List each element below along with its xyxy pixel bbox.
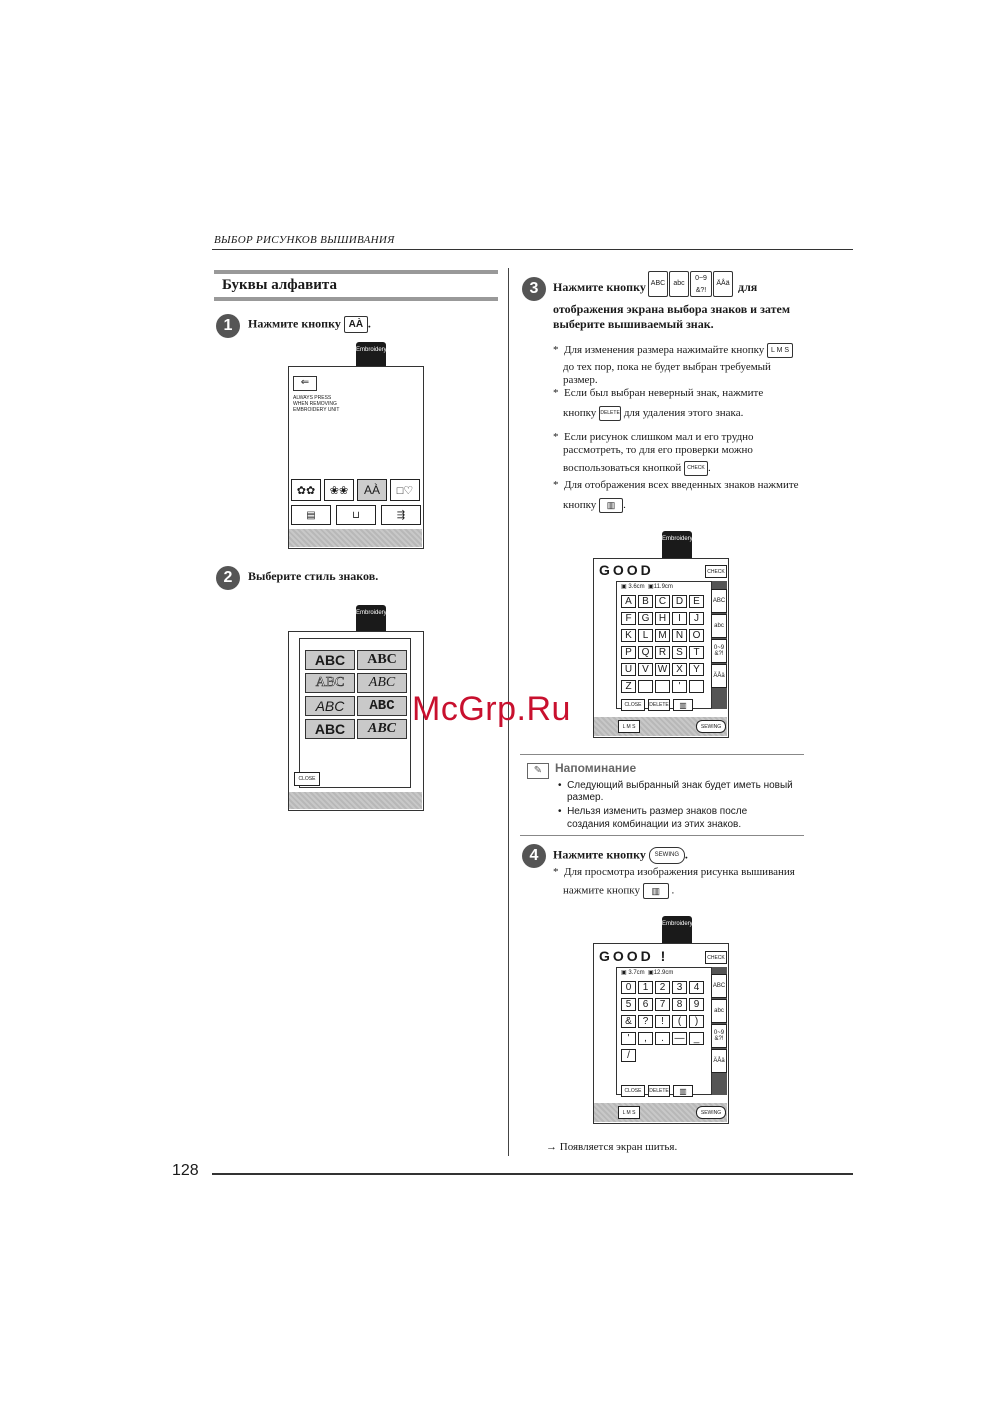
note-check-line3: воспользоваться кнопкой CHECK . bbox=[563, 462, 711, 475]
step-4-text bbox=[553, 847, 688, 864]
footer-rule bbox=[212, 1173, 853, 1175]
memo-item-1-text: Следующий выбранный знак будет иметь новый bbox=[567, 780, 793, 791]
screen3-key[interactable]: N bbox=[672, 629, 687, 642]
screen3-key[interactable]: U bbox=[621, 663, 636, 676]
note-delete-before: кнопку bbox=[563, 407, 597, 420]
screen3-key[interactable]: R bbox=[655, 646, 670, 659]
memo-title: Напоминание bbox=[555, 761, 637, 775]
step-1-text-after: . bbox=[367, 316, 371, 331]
msg-line-3: EMBROIDERY UNIT bbox=[293, 407, 340, 413]
screen1-tab: Embroidery bbox=[356, 342, 386, 366]
usb-button[interactable]: ⇶ bbox=[381, 505, 421, 525]
note-delete-text: Если был выбран неверный знак, нажмите bbox=[564, 387, 764, 399]
note-preview-before: кнопку bbox=[563, 499, 597, 512]
screen2-tab: Embroidery bbox=[356, 605, 386, 631]
note-size-line3: размер. bbox=[563, 374, 598, 386]
step-2-text: Выберите стиль знаков. bbox=[248, 569, 379, 583]
screen3-key[interactable]: Y bbox=[689, 663, 704, 676]
screen4-tab-abc-lower[interactable]: abc bbox=[711, 999, 727, 1023]
screen3-width: 3.6cm bbox=[628, 584, 645, 590]
screen4-key[interactable]: 5 bbox=[621, 998, 636, 1011]
screen3-check-button[interactable]: CHECK bbox=[705, 565, 727, 578]
step-4-text-after: . bbox=[684, 847, 688, 862]
pocket-button[interactable]: ⊔ bbox=[336, 505, 376, 525]
watermark: McGrp.Ru bbox=[412, 690, 571, 728]
note-check-line2: рассмотреть, то для его проверки можно bbox=[563, 444, 753, 456]
screen3-key[interactable]: D bbox=[672, 595, 687, 608]
screen4-key[interactable]: 0 bbox=[621, 981, 636, 994]
screen3-height: 11.9cm bbox=[653, 584, 673, 590]
screen4-key[interactable]: ! bbox=[655, 1015, 670, 1028]
section-title: Буквы алфавита bbox=[222, 277, 337, 293]
alphabet-button-inline: AÀ bbox=[344, 316, 368, 333]
screen4-check-button[interactable]: CHECK bbox=[705, 951, 727, 964]
screen3-tab-abc-upper[interactable]: ABC bbox=[711, 589, 727, 613]
screen3-key[interactable]: W bbox=[655, 663, 670, 676]
note-check: * Если рисунок слишком мал и его трудно bbox=[553, 431, 754, 443]
style-block[interactable]: ABC bbox=[357, 696, 407, 716]
screen4-key[interactable]: 6 bbox=[638, 998, 653, 1011]
note-step4-before: нажмите кнопку bbox=[563, 884, 640, 897]
screen3-key[interactable]: K bbox=[621, 629, 636, 642]
screen3-key[interactable]: J bbox=[689, 612, 704, 625]
screen3-tab-accented[interactable]: ÄÅä bbox=[711, 664, 727, 688]
screen3-tab-numbers[interactable]: 0~9 &?! bbox=[711, 639, 727, 663]
screen4-key[interactable]: 8 bbox=[672, 998, 687, 1011]
floral-button[interactable]: ❀❀ bbox=[324, 479, 354, 501]
page-number: 128 bbox=[172, 1162, 199, 1179]
screen3-key[interactable] bbox=[689, 680, 704, 693]
note-delete: * Если был выбран неверный знак, нажмите bbox=[553, 387, 764, 399]
style-gothic-blackletter[interactable]: ABC bbox=[357, 719, 407, 739]
screen4-key[interactable]: & bbox=[621, 1015, 636, 1028]
note-size-text: Для изменения размера нажимайте кнопку bbox=[564, 344, 765, 357]
screen1 bbox=[288, 366, 424, 549]
screen4-key[interactable]: _ bbox=[689, 1032, 704, 1045]
note-preview-text: Для отображения всех введенных знаков нажмите bbox=[564, 479, 799, 491]
note-step4-text: Для просмотра изображения рисунка вышивания bbox=[564, 866, 795, 878]
screen3-key[interactable]: B bbox=[638, 595, 653, 608]
screen3-size-button[interactable]: L M S bbox=[618, 720, 640, 733]
note-delete-line2 bbox=[563, 406, 743, 421]
memo-item-1: • Следующий выбранный знак будет иметь новый bbox=[558, 780, 793, 791]
screen3-tab: Embroidery bbox=[662, 531, 692, 558]
screen4-key[interactable]: — bbox=[672, 1032, 687, 1045]
screen4-size-button[interactable]: L M S bbox=[618, 1106, 640, 1119]
step-3-text-after: для bbox=[738, 280, 758, 294]
note-preview: * Для отображения всех введенных знаков нажмите bbox=[553, 479, 799, 491]
screen3-key[interactable]: M bbox=[655, 629, 670, 642]
screen4-key[interactable]: ? bbox=[638, 1015, 653, 1028]
screen4-key[interactable]: 2 bbox=[655, 981, 670, 994]
screen3-key[interactable]: V bbox=[638, 663, 653, 676]
memo-item-2: • Нельзя изменить размер знаков после bbox=[558, 806, 748, 817]
screen4-key[interactable]: 4 bbox=[689, 981, 704, 994]
screen4-key[interactable]: 1 bbox=[638, 981, 653, 994]
screen3-key[interactable]: P bbox=[621, 646, 636, 659]
screen4-size: ▣ 3.7cm ▣12.9cm bbox=[621, 970, 674, 976]
screen3-key[interactable]: T bbox=[689, 646, 704, 659]
step-1-text bbox=[248, 316, 371, 333]
step-1-number: 1 bbox=[216, 314, 240, 338]
screen3-delete-button[interactable]: DELETE bbox=[648, 699, 670, 711]
screen3-key[interactable] bbox=[655, 680, 670, 693]
section-bar-bottom bbox=[214, 297, 498, 301]
step-1-text-before: Нажмите кнопку bbox=[248, 316, 341, 331]
screen3-text-display: GOOD bbox=[599, 562, 654, 578]
screen3-key[interactable]: C bbox=[655, 595, 670, 608]
style-script[interactable]: ABC bbox=[357, 673, 407, 693]
note-step4-line2: нажмите кнопку ▥ . bbox=[563, 883, 674, 899]
screen3-key[interactable]: F bbox=[621, 612, 636, 625]
abc-lower-button: abc bbox=[669, 271, 689, 297]
screen3-preview-button[interactable]: ▥ bbox=[673, 699, 693, 711]
screen4-width: 3.7cm bbox=[628, 970, 645, 976]
screen3-key[interactable]: S bbox=[672, 646, 687, 659]
note-size: * Для изменения размера нажимайте кнопку L M S bbox=[553, 343, 793, 358]
accented-button: ÄÅä bbox=[713, 271, 733, 297]
screen4-key[interactable]: , bbox=[638, 1032, 653, 1045]
screen3-key[interactable]: O bbox=[689, 629, 704, 642]
unit-icon: ⇐ bbox=[293, 376, 317, 391]
screen1-message bbox=[293, 395, 340, 413]
screen4-key[interactable]: . bbox=[655, 1032, 670, 1045]
screen4-key[interactable]: ( bbox=[672, 1015, 687, 1028]
msg-line-2: WHEN REMOVING bbox=[293, 401, 337, 407]
screen2-footer bbox=[289, 792, 422, 809]
preview-button-inline-2: ▥ bbox=[643, 883, 669, 899]
check-button-inline: CHECK bbox=[684, 461, 708, 476]
screen3-key[interactable] bbox=[638, 680, 653, 693]
screen3-key[interactable]: ' bbox=[672, 680, 687, 693]
step-4-number: 4 bbox=[522, 844, 546, 868]
screen4-sewing-button[interactable]: SEWING bbox=[696, 1106, 726, 1119]
screen2 bbox=[288, 631, 424, 811]
frame-button[interactable]: □♡ bbox=[390, 479, 420, 501]
step-3-text-line2: отображения экрана выбора знаков и затем bbox=[553, 302, 790, 316]
screen4-key[interactable]: 7 bbox=[655, 998, 670, 1011]
screen3-key[interactable]: G bbox=[638, 612, 653, 625]
screen3-key[interactable]: Z bbox=[621, 680, 636, 693]
memo-bottom-rule bbox=[520, 835, 804, 836]
style-italic[interactable]: ABC bbox=[305, 696, 355, 716]
step-3-text-line3: выберите вышиваемый знак. bbox=[553, 317, 714, 331]
style-outline[interactable]: ABC bbox=[305, 673, 355, 693]
lms-button-inline: L M S bbox=[767, 343, 793, 358]
screen4-close-button[interactable]: CLOSE bbox=[621, 1085, 645, 1097]
screen4-tab: Embroidery bbox=[662, 916, 692, 943]
screen4 bbox=[593, 943, 729, 1124]
screen3-key[interactable]: E bbox=[689, 595, 704, 608]
step-3-text-before: Нажмите кнопку bbox=[553, 280, 646, 294]
style-serif[interactable]: ABC bbox=[357, 650, 407, 670]
screen3-tab-abc-lower[interactable]: abc bbox=[711, 614, 727, 638]
memory-button[interactable]: ▤ bbox=[291, 505, 331, 525]
screen4-delete-button[interactable]: DELETE bbox=[648, 1085, 670, 1097]
memo-item-2-text: Нельзя изменить размер знаков после bbox=[567, 806, 748, 817]
note-preview-line2: кнопку ▥ . bbox=[563, 499, 626, 512]
screen4-key[interactable]: ' bbox=[621, 1032, 636, 1045]
step-2-number: 2 bbox=[216, 566, 240, 590]
screen3-key[interactable]: L bbox=[638, 629, 653, 642]
running-header: ВЫБОР РИСУНКОВ ВЫШИВАНИЯ bbox=[214, 234, 395, 246]
step-3-number: 3 bbox=[522, 277, 546, 301]
note-size-line2: до тех пор, пока не будет выбран требуемый bbox=[563, 361, 771, 373]
memo-top-rule bbox=[520, 754, 804, 755]
screen3 bbox=[593, 558, 729, 738]
step-4-text-before: Нажмите кнопку bbox=[553, 847, 646, 862]
result-text: → Появляется экран шитья. bbox=[546, 1141, 678, 1153]
screen3-size: ▣ 3.6cm ▣11.9cm bbox=[621, 584, 673, 590]
screen3-key[interactable]: I bbox=[672, 612, 687, 625]
screen3-key[interactable]: Q bbox=[638, 646, 653, 659]
screen3-sewing-button[interactable]: SEWING bbox=[696, 720, 726, 733]
header-rule bbox=[212, 249, 853, 250]
numbers-symbols-button: 0~9 &?! bbox=[690, 271, 712, 297]
style-gothic[interactable]: ABC bbox=[305, 650, 355, 670]
memo-book-icon: ✎ bbox=[527, 763, 549, 779]
sewing-button-inline: SEWING bbox=[649, 847, 685, 864]
screen4-text-display: GOOD ! bbox=[599, 948, 669, 964]
note-step4: * Для просмотра изображения рисунка вышивания bbox=[553, 866, 795, 878]
section-bar-top bbox=[214, 270, 498, 274]
screen3-close-button[interactable]: CLOSE bbox=[621, 699, 645, 711]
note-check-before: воспользоваться кнопкой bbox=[563, 462, 682, 475]
screen4-tab-abc-upper[interactable]: ABC bbox=[711, 974, 727, 998]
screen3-key[interactable]: X bbox=[672, 663, 687, 676]
screen4-tab-numbers[interactable]: 0~9 &?! bbox=[711, 1024, 727, 1048]
abc-upper-button: ABC bbox=[648, 271, 668, 297]
memo-item-2-line2: создания комбинации из этих знаков. bbox=[567, 819, 742, 830]
preview-button-inline: ▥ bbox=[599, 498, 623, 513]
pattern-button[interactable]: ✿✿ bbox=[291, 479, 321, 501]
screen4-key[interactable]: 3 bbox=[672, 981, 687, 994]
memo-item-1-line2: размер. bbox=[567, 792, 604, 803]
alphabet-button[interactable]: AÀ bbox=[357, 479, 387, 501]
msg-line-1: ALWAYS PRESS bbox=[293, 395, 332, 401]
note-delete-after: для удаления этого знака. bbox=[623, 407, 744, 420]
screen3-key[interactable]: A bbox=[621, 595, 636, 608]
screen4-tab-accented[interactable]: ÄÅä bbox=[711, 1049, 727, 1073]
screen4-height: 12.9cm bbox=[653, 970, 674, 976]
style-bold[interactable]: ABC bbox=[305, 719, 355, 739]
screen1-footer bbox=[289, 529, 422, 547]
screen4-preview-button[interactable]: ▥ bbox=[673, 1085, 693, 1097]
screen3-key[interactable]: H bbox=[655, 612, 670, 625]
screen2-close-button[interactable]: CLOSE bbox=[294, 772, 320, 786]
screen4-key[interactable]: ) bbox=[689, 1015, 704, 1028]
screen4-key[interactable]: 9 bbox=[689, 998, 704, 1011]
note-check-text: Если рисунок слишком мал и его трудно bbox=[564, 431, 754, 443]
screen4-key[interactable]: / bbox=[621, 1049, 636, 1062]
delete-button-inline: DELETE bbox=[599, 406, 621, 421]
